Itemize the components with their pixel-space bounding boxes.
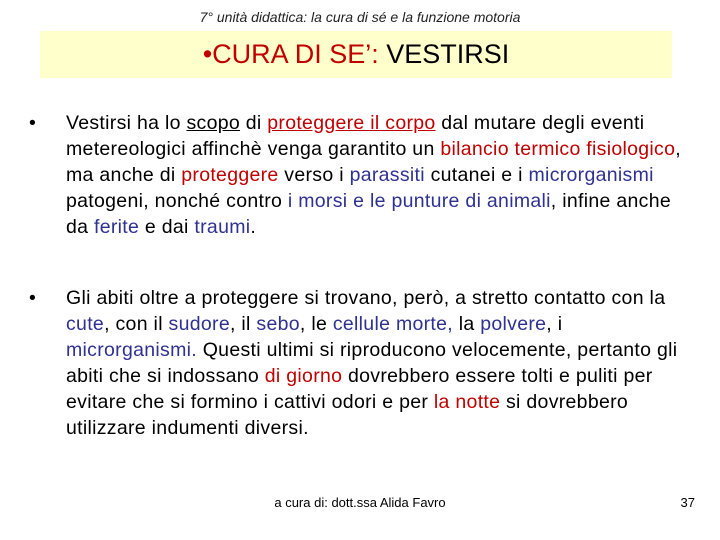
text-run: polvere [480, 313, 547, 335]
text-run: cute [66, 313, 105, 335]
text-run: traumi [194, 216, 251, 238]
text-run: , ma anche di [66, 138, 681, 186]
text-run: ferite [94, 216, 140, 238]
text-run: la [453, 313, 481, 335]
title-prefix: •CURA DI SE’: [202, 39, 387, 69]
text-run: proteggere il corpo [267, 112, 436, 134]
text-run: , le [299, 313, 333, 335]
text-run: sudore [168, 313, 230, 335]
text-run: , con il [104, 313, 169, 335]
text-run: microrganismi. [66, 339, 197, 361]
text-run: scopo [186, 112, 241, 134]
text-run: parassiti [349, 164, 425, 186]
text-run: dal mutare degli eventi metereologici affinchè venga garantito un [66, 112, 645, 160]
text-run: microrganismi [528, 164, 654, 186]
slide-header: 7° unità didattica: la cura di sé e la funzione motoria [199, 9, 521, 25]
bullet-paragraph-2 [66, 285, 696, 441]
text-run: i morsi e le punture di animali [287, 190, 551, 212]
bullet-paragraph-1 [66, 110, 696, 240]
text-run: di giorno [264, 365, 343, 387]
text-run: Questi ultimi si riproducono velocemente, pertanto gli abiti che si indossano [66, 339, 678, 387]
text-run: sebo [256, 313, 300, 335]
text-run: , infine anche da [66, 190, 671, 238]
text-run: e dai [139, 216, 195, 238]
text-run: proteggere [181, 164, 279, 186]
page-number: 37 [680, 495, 695, 510]
slide-title [40, 31, 672, 78]
text-run: bilancio termico fisiologico [440, 138, 676, 160]
text-run: , i [546, 313, 563, 335]
text-run: si dovrebbero utilizzare indumenti diversi. [66, 391, 629, 439]
text-run: di [240, 112, 268, 134]
title-main: VESTIRSI [386, 39, 510, 69]
text-run: . [250, 216, 257, 238]
text-run: Gli abiti oltre a proteggere si trovano, però, a stretto contatto con la [66, 287, 666, 309]
text-run: cutanei e i [424, 164, 529, 186]
footer-author: a cura di: dott.ssa Alida Favro [274, 495, 446, 510]
text-run: patogeni, nonché contro [66, 190, 288, 212]
text-run: , il [229, 313, 257, 335]
text-run: cellule morte, [332, 313, 454, 335]
text-run: verso i [278, 164, 350, 186]
text-run: dovrebbero essere tolti e puliti per evitare che si formino i cattivi odori e per [66, 365, 653, 413]
text-run: Vestirsi ha lo [66, 112, 187, 134]
text-run: la notte [433, 391, 501, 413]
